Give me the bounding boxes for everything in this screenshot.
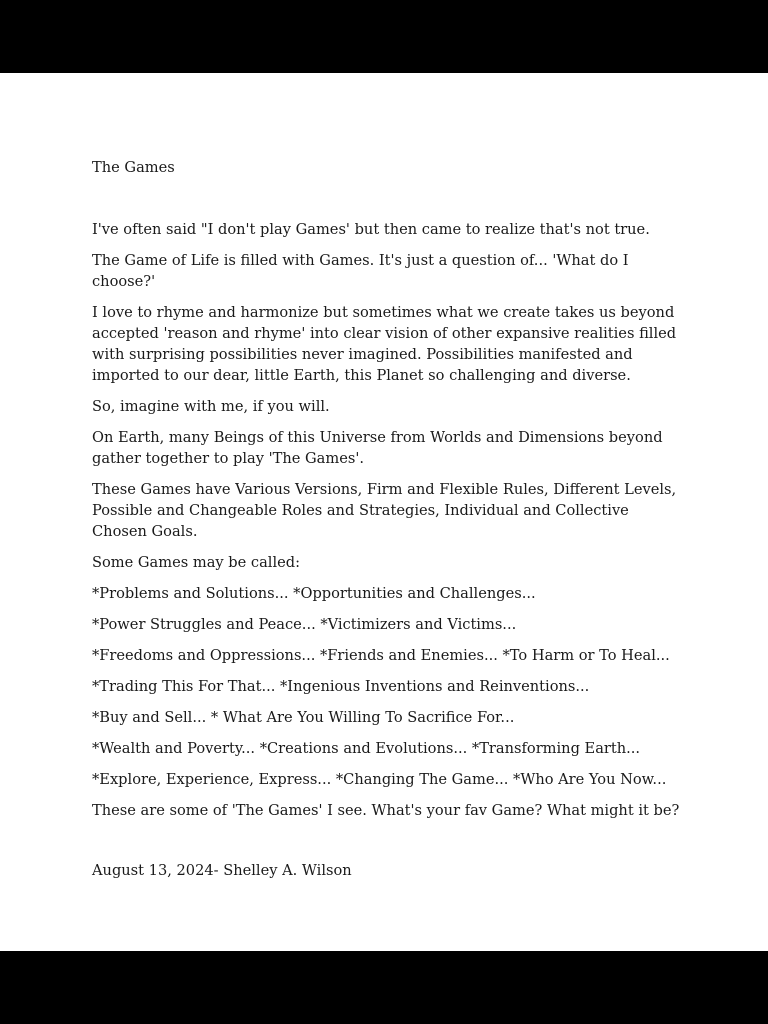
paragraph-game-of-life: The Game of Life is filled with Games. It's just a question of... 'What do I choose?' — [92, 252, 629, 290]
game-line: *Power Struggles and Peace... *Victimizers and Victims... — [92, 616, 517, 633]
paragraph-imagine: So, imagine with me, if you will. — [92, 398, 330, 415]
bottom-black-bar — [0, 951, 768, 1024]
game-line: *Trading This For That... *Ingenious Inventions and Reinventions... — [92, 678, 590, 695]
game-line: *Buy and Sell... * What Are You Willing To Sacrifice For... — [92, 709, 515, 726]
game-line: *Problems and Solutions... *Opportunities and Challenges... — [92, 585, 536, 602]
paragraph-on-earth: On Earth, many Beings of this Universe from Worlds and Dimensions beyond gather together to play 'The Games'. — [92, 429, 663, 467]
document-title: The Games — [92, 159, 175, 176]
document-body — [92, 157, 682, 891]
game-line: *Wealth and Poverty... *Creations and Evolutions... *Transforming Earth... — [92, 740, 641, 757]
paragraph-some-games: Some Games may be called: — [92, 554, 301, 571]
paragraph-closing: These are some of 'The Games' I see. What's your fav Game? What might it be? — [92, 802, 680, 819]
paragraph-games-intro: I've often said "I don't play Games' but then came to realize that's not true. — [92, 221, 650, 238]
paragraph-rhyme: I love to rhyme and harmonize but sometimes what we create takes us beyond accepted 'reason and rhyme' into clear vision of other expansive realities filled with surprising possibilities never imagined. Possibilities manifested and imported to our dear, little Earth, this Planet so challenging and diverse. — [92, 304, 677, 384]
signature-line: August 13, 2024- Shelley A. Wilson — [92, 862, 352, 879]
paragraph-versions: These Games have Various Versions, Firm and Flexible Rules, Different Levels, Possible and Changeable Roles and Strategies, Individual and Collective Chosen Goals. — [92, 481, 677, 540]
game-line: *Explore, Experience, Express... *Changing The Game... *Who Are You Now... — [92, 771, 667, 788]
top-black-bar — [0, 0, 768, 73]
game-line: *Freedoms and Oppressions... *Friends and Enemies... *To Harm or To Heal... — [92, 647, 670, 664]
document-page — [0, 73, 768, 951]
